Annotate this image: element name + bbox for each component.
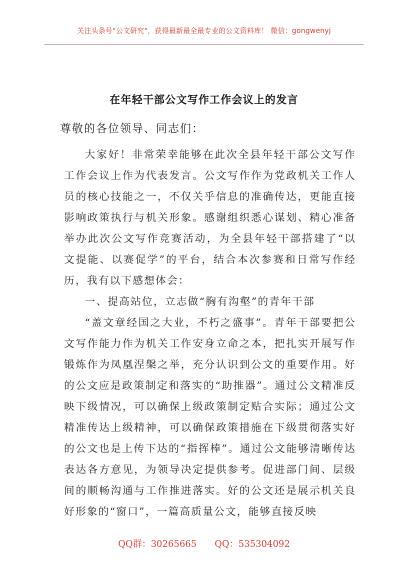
- section-heading: 一、提高站位，立志做“胸有沟壑”的青年干部: [84, 296, 315, 308]
- document-title: 在年轻干部公文写作工作会议上的发言: [109, 94, 299, 106]
- salutation: 尊敬的各位领导、同志们：: [60, 122, 204, 135]
- header-divider: [44, 44, 364, 45]
- document-body: [64, 145, 356, 523]
- qq-group: QQ群：30265665: [118, 540, 197, 550]
- paragraph: 大家好！非常荣幸能够在此次全县年轻干部公文写作工作会议上作为代表发言。公文写作作为党政机关工作人员的核心技能之一，不仅关乎信息的准确传达，更能直接影响政策执行与机关形象。感谢组织悉心谋划、精心准备举办此次公文写作竞赛活动，为全县年轻干部搭建了“以文提能、以赛促学”的平台，结合本次参赛和日常写作经历，我有以下感想体会：: [64, 149, 356, 287]
- qq-number: QQ：535304092: [214, 540, 290, 550]
- paragraph: “盖文章经国之大业，不朽之盛事”。青年干部要把公文写作能力作为机关工作安身立命之本，把扎实开展写作锻炼作为凤凰涅槃之举，充分认识到公文的重要作用。好的公文应是政策制定和落实的“助推器”。通过公文精准反映下级情况，可以确保上级政策制定贴合实际；通过公文精准传达上级精神，可以确保政策措施在下级贯彻落实好的公文也是上传下达的“指挥棒”。通过公文能够清晰传达表达各方意见，为领导决定提供参考。促进部门间、层级间的顺畅沟通与工作推进落实。好的公文还是展示机关良好形象的“窗口”，一篇高质量公文，能够直接反映: [64, 317, 356, 518]
- footer-contact: [0, 537, 408, 550]
- header-note: 关注头条号"公文研究"，获得最新最全最专业的公文资料库！ 微信：gongwenyj: [77, 27, 331, 35]
